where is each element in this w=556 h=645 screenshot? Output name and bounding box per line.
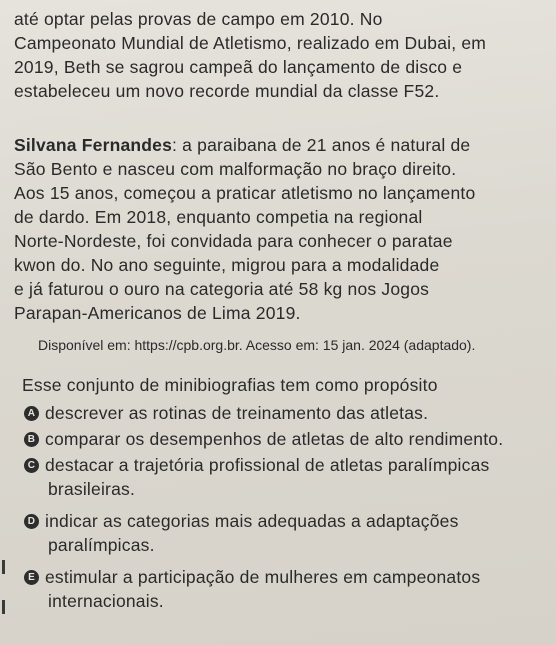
option-d-text-continued: paralímpicas. bbox=[48, 535, 155, 555]
paragraph2-line-8: Parapan-Americanos de Lima 2019. bbox=[14, 303, 301, 323]
paragraph2-line-5: Norte-Nordeste, foi convidada para conhecer o paratae bbox=[14, 231, 453, 251]
option-e-letter-badge: E bbox=[24, 570, 39, 585]
option-c-text: destacar a trajetória profissional de atletas paralímpicas bbox=[45, 455, 490, 475]
option-c-letter-badge: C bbox=[24, 458, 39, 473]
option-b-letter-badge: B bbox=[24, 432, 39, 447]
paragraph2-line-2: São Bento e nasceu com malformação no braço direito. bbox=[14, 159, 457, 179]
option-a[interactable] bbox=[24, 402, 546, 424]
paragraph2-line-1 bbox=[14, 134, 546, 156]
option-d-letter-badge: D bbox=[24, 514, 39, 529]
option-c-text-continued: brasileiras. bbox=[48, 479, 136, 499]
option-c[interactable] bbox=[24, 454, 546, 476]
paragraph2-line-4: de dardo. Em 2018, enquanto competia na regional bbox=[14, 207, 423, 227]
source-citation: Disponível em: https://cpb.org.br. Acesso em: 15 jan. 2024 (adaptado). bbox=[38, 337, 476, 353]
paragraph1-line-4: estabeleceu um novo recorde mundial da classe F52. bbox=[14, 81, 440, 101]
option-b-text: comparar os desempenhos de atletas de alto rendimento. bbox=[45, 429, 504, 449]
option-e-text: estimular a participação de mulheres em campeonatos bbox=[45, 567, 481, 587]
paragraph2-line-3: Aos 15 anos, começou a praticar atletismo no lançamento bbox=[14, 183, 476, 203]
paragraph2-line-7: e já faturou o ouro na categoria até 58 kg nos Jogos bbox=[14, 279, 430, 299]
option-d[interactable] bbox=[24, 510, 546, 532]
paragraph2-line-6: kwon do. No ano seguinte, migrou para a modalidade bbox=[14, 255, 440, 275]
option-b[interactable] bbox=[24, 428, 546, 450]
paragraph1-line-3: 2019, Beth se sagrou campeã do lançamento de disco e bbox=[14, 57, 463, 77]
option-c-continued bbox=[24, 478, 546, 500]
option-e-continued bbox=[24, 590, 546, 612]
option-a-text: descrever as rotinas de treinamento das atletas. bbox=[45, 403, 429, 423]
paragraph1-line-1: até optar pelas provas de campo em 2010. No bbox=[14, 9, 383, 29]
option-d-continued bbox=[24, 534, 546, 556]
option-e-text-continued: internacionais. bbox=[48, 591, 164, 611]
paragraph2-line-1-rest: : a paraibana de 21 anos é natural de bbox=[172, 135, 471, 155]
edge-mark-1 bbox=[2, 560, 5, 574]
edge-mark-2 bbox=[2, 600, 5, 614]
athlete-name: Silvana Fernandes bbox=[14, 135, 173, 155]
option-a-letter-badge: A bbox=[24, 406, 39, 421]
question-stem: Esse conjunto de minibiografias tem como propósito bbox=[22, 375, 438, 395]
option-d-text: indicar as categorias mais adequadas a adaptações bbox=[45, 511, 459, 531]
option-e[interactable] bbox=[24, 566, 546, 588]
paragraph1-line-2: Campeonato Mundial de Atletismo, realizado em Dubai, em bbox=[14, 33, 487, 53]
